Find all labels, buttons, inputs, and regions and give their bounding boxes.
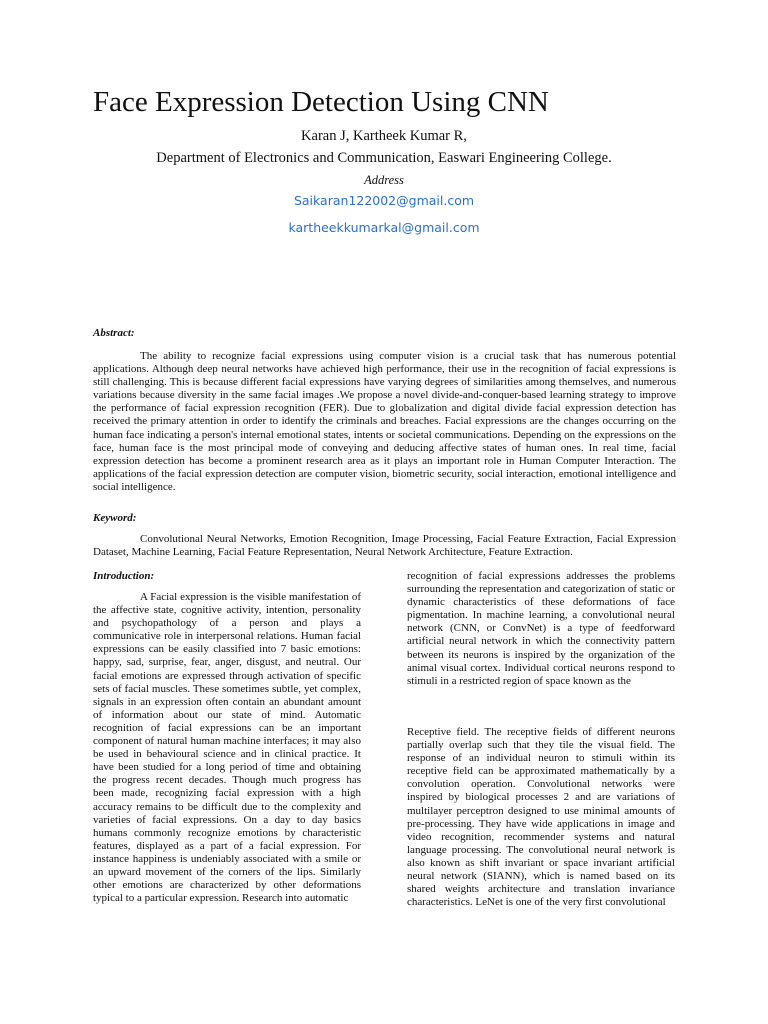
email-row-1 <box>0 192 768 210</box>
abstract-heading: Abstract: <box>93 327 135 339</box>
keyword-text: Convolutional Neural Networks, Emotion Recognition, Image Processing, Facial Feature Extraction, Facial Expression Dataset, Machine Learning, Facial Feature Representation, Neural Network Architecture, Feature Extraction. <box>93 533 676 559</box>
department: Department of Electronics and Communication, Easwari Engineering College. <box>156 150 612 166</box>
email-row-2 <box>0 219 768 237</box>
email-link-1[interactable]: Saikaran122002@gmail.com <box>293 193 475 208</box>
paper-title: Face Expression Detection Using CNN <box>93 86 549 118</box>
introduction-right-column-part-1: recognition of facial expressions addresses the problems surrounding the representation and categorization of static or dynamic characteristics of these deformations of face pigmentation. In machine learning, a convolutional neural network (CNN, or ConvNet) is a type of feedforward artificial neural network in which the connectivity pattern between its neurons is inspired by the organization of the animal visual cortex. Individual cortical neurons respond to stimuli in a restricted region of space known as the <box>407 570 675 687</box>
address-label: Address <box>364 173 404 187</box>
email-link-2[interactable]: kartheekkumarkal@gmail.com <box>288 220 480 235</box>
abstract-text: The ability to recognize facial expressions using computer vision is a crucial task that has numerous potential applications. Although deep neural networks have achieved high performance, their use in the recognition of facial expressions is still challenging. This is because different facial expressions have varying degrees of similarities among themselves, and numerous variations because diversity in the same facial images .We propose a novel divide-and-conquer-based learning strategy to improve the performance of facial expression recognition (FER). Due to globalization and digital divide facial expression detection has received the primary attention in order to identify the criminals and breaches. Facial expressions are the changes occurring on the human face indicating a person's internal emotional states, intents or societal communications. Depending on the expressions on the face, human face is the most principal mode of conveying and deducing affective states of human ones. In real time, facial expression detection has become a prominent research area as it plays an important role in Human Computer Interaction. The applications of the facial expression detection are computer vision, biometric security, social interaction, emotional intelligence and social intelligence. <box>93 350 676 493</box>
introduction-heading: Introduction: <box>93 570 155 582</box>
introduction-left-column: A Facial expression is the visible manifestation of the affective state, cognitive activity, intention, personality and psychopathology of a person and plays a communicative role in interpersonal relations. Human facial expressions can be easily classified into 7 basic emotions: happy, sad, surprise, fear, anger, disgust, and neutral. Our facial emotions are expressed through activation of specific sets of facial muscles. These sometimes subtle, yet complex, signals in an expression often contain an abundant amount of information about our state of mind. Automatic recognition of facial expressions can be an important component of natural human machine interfaces; it may also be used in behavioural science and in clinical practice. It have been studied for a long period of time and obtaining the progress recent decades. Though much progress has been made, recognizing facial expression with a high accuracy remains to be difficult due to the complexity and varieties of facial expressions. On a day to day basics humans commonly recognize emotions by characteristic features, displayed as a part of a facial expression. For instance happiness is undeniably associated with a smile or an upward movement of the corners of the lips. Similarly other emotions are characterized by other deformations typical to a particular expression. Research into automatic <box>93 591 361 905</box>
introduction-right-column-part-2: Receptive field. The receptive fields of different neurons partially overlap such that they tile the visual field. The response of an individual neuron to stimuli within its receptive field can be approximated mathematically by a convolution operation. Convolutional networks were inspired by biological processes 2 and are variations of multilayer perceptron designed to use minimal amounts of pre-processing. They have wide applications in image and video recognition, recommender systems and natural language processing. The convolutional neural network is also known as shift invariant or space invariant artificial neural network (SIANN), which is named based on its shared weights architecture and translation invariance characteristics. LeNet is one of the very first convolutional <box>407 726 675 909</box>
authors: Karan J, Kartheek Kumar R, <box>301 128 467 144</box>
keyword-heading: Keyword: <box>93 512 137 524</box>
